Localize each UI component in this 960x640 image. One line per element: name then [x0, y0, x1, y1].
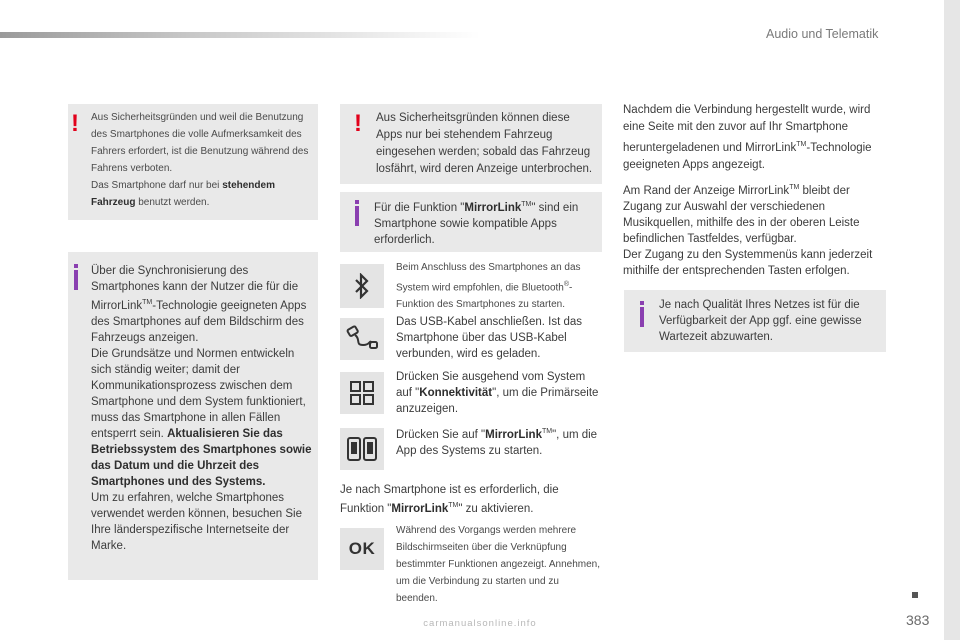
page-number: 383	[906, 612, 930, 628]
usb-cable-icon	[345, 325, 379, 353]
step-text-connectivity: Drücken Sie ausgehend vom System auf "Konnektivität", um die Primärseite anzuzeigen.	[396, 371, 599, 415]
watermark: carmanualsonline.info	[423, 618, 537, 629]
page-edge-strip	[944, 0, 960, 640]
info-text-requirements: Für die Funktion "MirrorLink™" sind ein Smartphone sowie kompatible Apps erforderlich.	[374, 201, 579, 246]
info-icon	[74, 270, 78, 290]
mirrorlink-phone-icon	[345, 434, 379, 464]
section-title: Audio und Telematik	[766, 27, 879, 41]
warning-text-safety: Aus Sicherheitsgründen und weil die Benutzung des Smartphones die volle Aufmerksamkeit des Fahrers erfordert, ist die Benutzung während des Fahrens verboten. Das Smartphone darf nur bei stehendem Fahrzeug benutzt werden.	[91, 112, 309, 208]
step-text-usb: Das USB-Kabel anschließen. Ist das Smartphone über das USB-Kabel verbunden, wird es geladen.	[396, 316, 583, 360]
connectivity-icon-box	[340, 372, 384, 414]
connectivity-grid-icon	[349, 380, 375, 406]
warning-icon: !	[354, 110, 362, 137]
page-marker	[912, 592, 918, 598]
info-icon	[355, 206, 359, 226]
mirrorlink-icon-box	[340, 428, 384, 470]
step-text-ok: Während des Vorgangs werden mehrere Bildschirmseiten über die Verknüpfung bestimmter Funktionen angezeigt. Annehmen, um die Verbindung zu starten und zu beenden.	[396, 525, 601, 604]
col3-text-access: Am Rand der Anzeige MirrorLink™ bleibt der Zugang zur Auswahl der verschiedenen Musikquellen, mithilfe des in der oberen Leiste befindlichen Tastfeldes, verfügbar. Der Zugang zu den Systemmenüs kann jederzeit mithilfe der entsprechenden Tasten erfolgen.	[623, 184, 873, 277]
bluetooth-icon	[353, 273, 371, 299]
info-text-network: Je nach Qualität Ihres Netzes ist für die Verfügbarkeit der App ggf. eine gewisse Wartezeit abzuwarten.	[659, 299, 862, 343]
bluetooth-icon-box	[340, 264, 384, 308]
ok-icon-box	[340, 528, 384, 570]
col3-text-connected: Nachdem die Verbindung hergestellt wurde, wird eine Seite mit den zuvor auf Ihr Smartphone heruntergeladenen und MirrorLink™-Technologie geeigneten Apps angezeigt.	[623, 104, 872, 171]
header-bar	[0, 32, 480, 38]
step-text-bluetooth: Beim Anschluss des Smartphones an das System wird empfohlen, die Bluetooth®-Funktion des Smartphones zu starten.	[396, 262, 581, 311]
ok-icon: OK	[348, 539, 376, 558]
info-icon	[640, 307, 644, 327]
step-text-mirrorlink: Drücken Sie auf "MirrorLink™", um die App des Systems zu starten.	[396, 428, 598, 457]
info-text-sync: Über die Synchronisierung des Smartphones kann der Nutzer die für die MirrorLink™-Technologie geeigneten Apps des Smartphones auf dem Bildschirm des Fahrzeugs anzeigen. Die Grundsätze und Normen entwickeln sich ständig weiter; damit der Kommunikationsprozess zwischen dem Smartphone und dem System funktioniert, muss das Smartphone in allen Fällen entsperrt sein. Aktualisieren Sie das Betriebssystem des Smartphones sowie das Datum und die Uhrzeit des Smartphones und des Systems. Um zu erfahren, welche Smartphones verwendet werden können, besuchen Sie Ihre länderspezifische Internetseite der Marke.	[91, 265, 312, 552]
warning-icon: !	[71, 110, 79, 137]
warning-text-apps: Aus Sicherheitsgründen können diese Apps nur bei stehendem Fahrzeug eingesehen werden; sobald das Fahrzeug losfährt, wird deren Anzeige unterbrochen.	[376, 112, 593, 175]
activate-text: Je nach Smartphone ist es erforderlich, die Funktion "MirrorLink™" zu aktivieren.	[340, 484, 559, 515]
usb-icon-box	[340, 318, 384, 360]
